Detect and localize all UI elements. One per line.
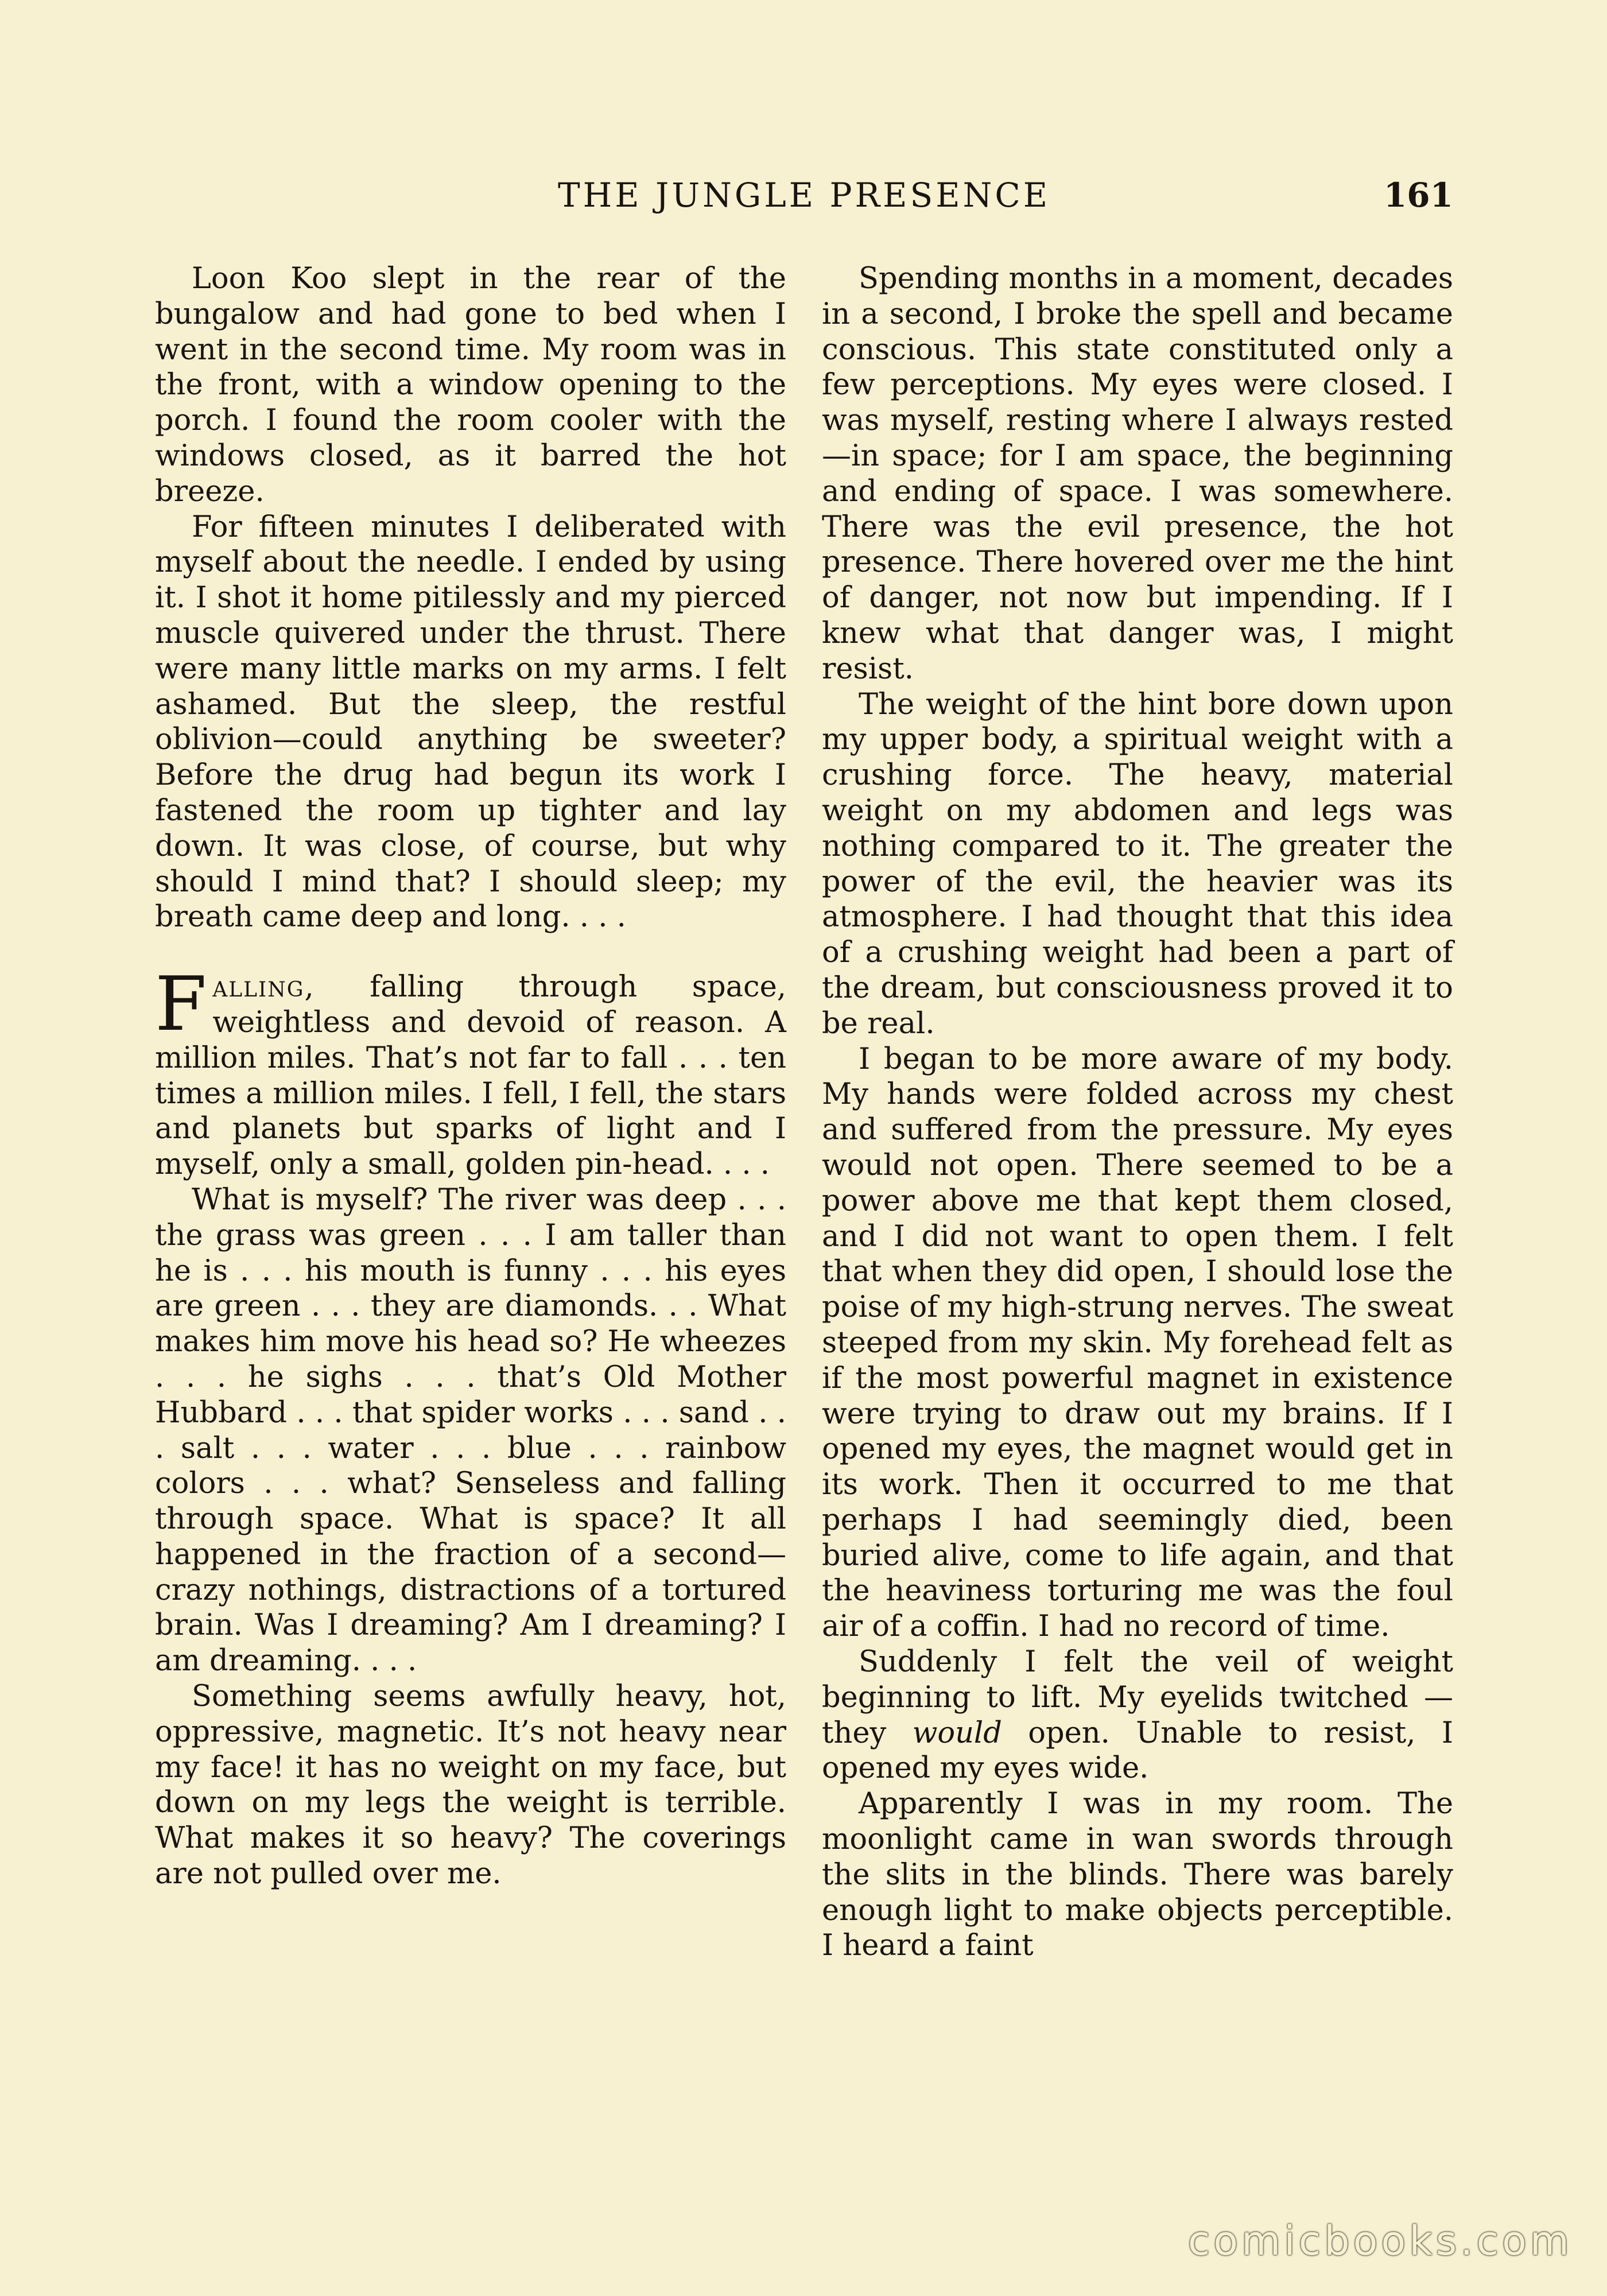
paragraph-text: Suddenly I felt the veil of weight beginning to lift. My eyelids twitched —they (822, 1645, 1453, 1750)
paragraph: Loon Koo slept in the rear of the bungalow and had gone to bed when I went in the second time. My room was in the front, with a window opening to the porch. I found the room cooler with the windows closed, as it barred the hot breeze. (155, 262, 786, 509)
paragraph-text: open. Unable to resist, I opened my eyes wide. (822, 1716, 1453, 1786)
paragraph: Apparently I was in my room. The moonlight came in wan swords through the slits in the blinds. There was barely enough light to make objects perceptible. I heard a faint (822, 1787, 1453, 1963)
section-opening-paragraph (155, 960, 786, 1182)
watermark: comicbooks.com (1187, 2217, 1573, 2264)
page-number: 161 (1383, 176, 1453, 215)
right-column (822, 261, 1453, 1964)
paragraph: The weight of the hint bore down upon my upper body, a spiritual weight with a crushing force. The heavy, material weight on my abdomen and legs was nothing compared to it. The greater the power of the evil, the heavier was its atmosphere. I had thought that this idea of a crushing weight had been a part of the dream, but consciousness proved it to be real. (822, 687, 1453, 1041)
paragraph: Spending months in a moment, decades in a second, I broke the spell and became conscious. This state constituted only a few perceptions. My eyes were closed. I was myself, resting where I always rested—in space; for I am space, the beginning and ending of space. I was somewhere. There was the evil presence, the hot presence. There hovered over me the hint of danger, not now but impending. If I knew what that danger was, I might resist. (822, 262, 1453, 686)
italic-word: would (912, 1716, 1002, 1750)
paragraph-text: falling through space, weightless and devoid of reason. A million miles. That’s not far to fall . . . ten times a million miles. I fell, I fell, the stars and planets but sparks of light and I myself, only a small, golden pin-head. . . . (155, 970, 786, 1182)
paragraph: What is myself? The river was deep . . . the grass was green . . . I am taller than he is . . . his mouth is funny . . . his eyes are green . . . they are diamonds. . . What makes him move his head so? He wheezes . . . he sighs . . . that’s Old Mother Hubbard . . . that spider works . . . sand . . . salt . . . water . . . blue . . . rainbow colors . . . what? Senseless and falling through space. What is space? It all happened in the fraction of a second—crazy nothings, distractions of a tortured brain. Was I dreaming? Am I dreaming? I am dreaming. . . . (155, 1182, 786, 1678)
paragraph: I began to be more aware of my body. My hands were folded across my chest and suffered from the pressure. My eyes would not open. There seemed to be a power above me that kept them closed, and I did not want to open them. I felt that when they did open, I should lose the poise of my high-strung nerves. The sweat steeped from my skin. My forehead felt as if the most powerful magnet in existence were trying to draw out my brains. If I opened my eyes, the magnet would get in its work. Then it occurred to me that perhaps I had seemingly died, been buried alive, come to life again, and that the heaviness torturing me was the foul air of a coffin. I had no record of time. (822, 1042, 1453, 1644)
paragraph: Something seems awfully heavy, hot, oppressive, magnetic. It’s not heavy near my face! it has no weight on my face, but down on my legs the weight is terrible. What makes it so heavy? The coverings are not pulled over me. (155, 1680, 786, 1891)
drop-cap: F (155, 960, 207, 1048)
paragraph (822, 1645, 1453, 1786)
paragraph: For fifteen minutes I deliberated with myself about the needle. I ended by using it. I shot it home pitilessly and my pierced muscle quivered under the thrust. There were many little marks on my arms. I felt ashamed. But the sleep, the restful oblivion—could anything be sweeter? Before the drug had begun its work I fastened the room up tighter and lay down. It was close, of course, but why should I mind that? I should sleep; my breath came deep and long. . . . (155, 510, 786, 934)
left-column (155, 261, 786, 1892)
small-caps-lead: alling, (212, 970, 315, 1004)
running-title: THE JUNGLE PRESENCE (557, 176, 1051, 215)
running-head (155, 172, 1453, 218)
